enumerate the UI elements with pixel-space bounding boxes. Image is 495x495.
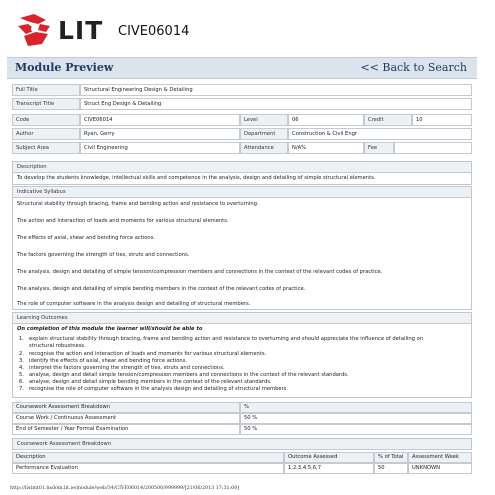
outcome-number: 1.	[19, 336, 24, 342]
outcome-number: 3.	[19, 358, 24, 364]
back-to-search-link[interactable]: << Back to Search	[360, 61, 467, 74]
department-value: Construction & Civil Engr	[288, 128, 472, 140]
column-header-percent-total: % of Total	[374, 452, 408, 463]
outcome-text: analyse, design and detail simple tension/compression members and connections in the context of the relevant standards.	[29, 372, 349, 378]
outcome-text: recognise the action and interaction of loads and moments for various structural elements.	[29, 351, 267, 357]
level-label: Level	[240, 114, 288, 126]
assessment-row-value: 50 %	[240, 413, 472, 424]
syllabus-item: The factors governing the strength of ties, struts and connections.	[17, 252, 190, 258]
logo-text: LIT	[58, 16, 104, 45]
learning-outcomes-intro: On completion of this module the learner will/should be able to	[17, 326, 203, 332]
department-label: Department	[240, 128, 288, 140]
coursework-breakdown-table	[12, 452, 472, 474]
table-cell-description: Performance Evaluation	[12, 463, 284, 474]
table-cell-outcome-assessed: 1,2,3,4,5,6,7	[284, 463, 374, 474]
outcome-number: 2.	[19, 351, 24, 357]
description-panel	[12, 161, 472, 185]
code-label: Code	[12, 114, 80, 126]
module-preview-bar	[7, 57, 477, 79]
outcome-text: analyse, design and detail simple bending members in the context of the relevant standards.	[29, 379, 272, 385]
outcome-number: 6.	[19, 379, 24, 385]
column-header-assessment-week: Assessment Week	[408, 452, 472, 463]
outcome-number: 7.	[19, 386, 24, 392]
credit-label: Credit	[364, 114, 412, 126]
outcome-text: structural robustness.	[29, 343, 86, 349]
assessment-row-label: End of Semester / Year Formal Examination	[12, 424, 240, 435]
table-cell-percent-total: 50	[374, 463, 408, 474]
fee-value	[394, 142, 472, 154]
credit-value: 10	[412, 114, 472, 126]
syllabus-item: The role of computer software in the analysis design and detailing of structural members.	[17, 301, 251, 307]
outcome-text: recognise the role of computer software in the analysis design and detailing of structural members.	[29, 386, 289, 392]
attendance-label: Attendance	[240, 142, 288, 154]
attendance-value: N/A%	[288, 142, 364, 154]
outcome-number: 4.	[19, 365, 24, 371]
transcript-title-label: Transcript Title	[12, 98, 80, 110]
syllabus-heading: Indicative Syllabus	[13, 187, 471, 198]
module-details-panel	[12, 84, 472, 156]
syllabus-panel	[12, 186, 472, 310]
full-title-value: Structural Engineering Design & Detailing	[80, 84, 472, 96]
lit-logo-icon	[16, 12, 52, 48]
page-url: http://listmt01.lisdom.lit.ie/module/web/34/CIVE06014/200500/999999/[21/06/2013 17:31:00]	[10, 486, 240, 491]
assessment-row-value: 50 %	[240, 424, 472, 435]
outcome-number: 5.	[19, 372, 24, 378]
syllabus-item: The analysis, design and detailing of simple tension/compression members and connections in the context of the relevant codes of practice.	[17, 269, 383, 275]
syllabus-item: Structural stability through bracing, frame and bending action and resistance to overturning.	[17, 201, 259, 207]
fee-label: Fee	[364, 142, 394, 154]
table-cell-assessment-week: UNKNOWN	[408, 463, 472, 474]
percent-header: %	[240, 402, 472, 413]
coursework-breakdown-heading: Coursework Assessment Breakdown	[13, 439, 471, 450]
module-preview-title: Module Preview	[15, 61, 114, 74]
outcome-text: identify the effects of axial, shear and bending force actions.	[29, 358, 188, 364]
level-value: 06	[288, 114, 364, 126]
coursework-breakdown-panel	[12, 438, 472, 450]
subject-area-value: Civil Engineering	[80, 142, 240, 154]
author-value: Ryan, Gerry	[80, 128, 240, 140]
full-title-label: Full Title	[12, 84, 80, 96]
assessment-breakdown-table	[12, 402, 472, 436]
transcript-title-value: Struct Eng Design & Detailing	[80, 98, 472, 110]
page-header	[0, 0, 495, 60]
page-title: CIVE06014	[118, 24, 190, 39]
assessment-row-label: Course Work / Continuous Assessment	[12, 413, 240, 424]
syllabus-item: The analysis, design and detailing of simple bending members in the context of the relevant codes of practice.	[17, 286, 306, 292]
syllabus-item: The action and interaction of loads and moments for various structural elements.	[17, 218, 229, 224]
description-heading: Description	[13, 162, 471, 173]
outcome-text: interpret the factors governing the strength of ties, struts and connections.	[29, 365, 225, 371]
column-header-outcome-assessed: Outcome Assessed	[284, 452, 374, 463]
learning-outcomes-heading: Learning Outcomes	[13, 313, 471, 324]
author-label: Author	[12, 128, 80, 140]
outcome-text: explain structural stability through bracing, frame and bending action and resistance to overturning and should appreciate the influence of detailing on	[29, 336, 424, 342]
column-header-description: Description	[12, 452, 284, 463]
learning-outcomes-panel	[12, 312, 472, 398]
assessment-breakdown-heading: Coursework Assessment Breakdown	[12, 402, 240, 413]
description-text: To develop the students knowledge, intellectual skills and competence in the analysis, design and detailing of simple structural elements.	[17, 175, 376, 181]
subject-area-label: Subject Area	[12, 142, 80, 154]
code-value: CIVE06014	[80, 114, 240, 126]
syllabus-item: The effects of axial, shear and bending force actions.	[17, 235, 156, 241]
